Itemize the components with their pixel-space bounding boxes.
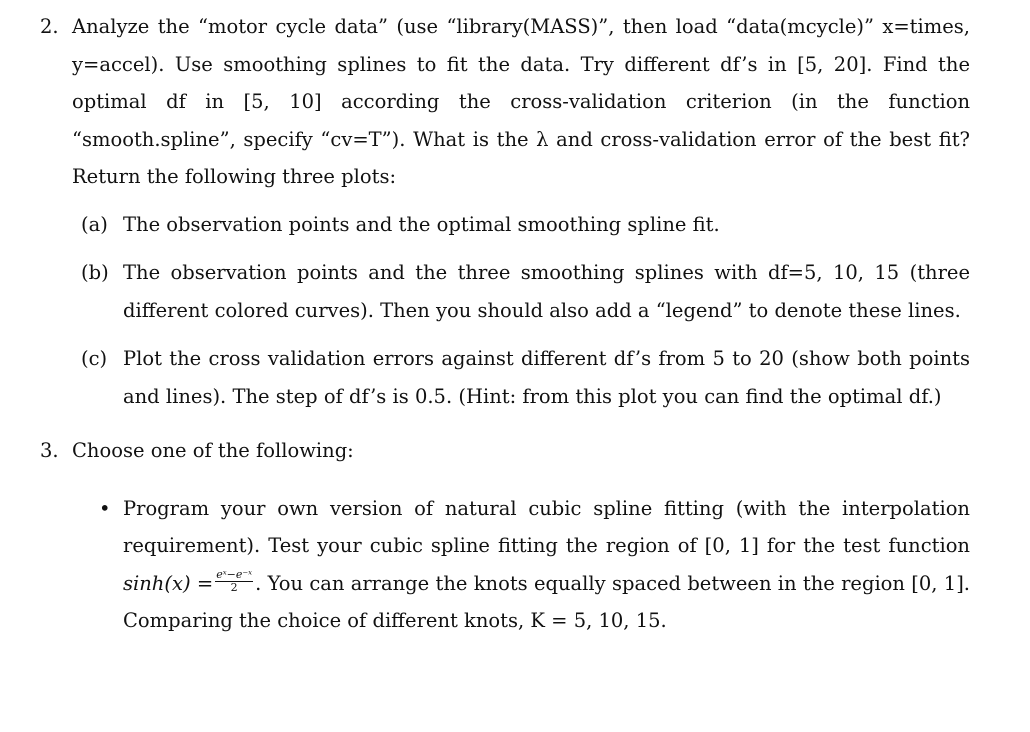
option-text-part1: Program your own version of natural cubic spline fitting (with the interpolation requirement). Test your cubic spline fitting the region of [0, 1] for the test function (123, 496, 970, 557)
problem-2 (40, 8, 970, 415)
part-c (81, 340, 970, 415)
part-c-label: (c) (81, 347, 108, 370)
formula-denominator: 2 (230, 580, 238, 594)
problem-2-parts (72, 206, 970, 416)
problem-3-number: 3. (40, 439, 59, 462)
part-c-text: Plot the cross validation errors against different df’s from 5 to 20 (show both points and lines). The step of df’s is 0.5. (Hint: from this plot you can find the optimal df.) (123, 347, 970, 408)
problem-2-number: 2. (40, 15, 59, 38)
option-natural-cubic-spline (99, 490, 970, 640)
option-text-part2: . You can arrange the knots equally spaced between in the region [0, 1]. Comparing the choice of different knots, K = 5, 10, 15. (123, 571, 970, 632)
part-b (81, 254, 970, 329)
part-b-label: (b) (81, 261, 109, 284)
part-a-label: (a) (81, 212, 108, 236)
part-a-text: The observation points and the optimal smoothing spline fit. (123, 212, 720, 236)
formula-fraction (215, 569, 253, 594)
bullet-icon: • (99, 496, 111, 520)
formula-numerator: eˣ−e⁻ˣ (216, 567, 253, 581)
part-a (81, 206, 970, 244)
part-b-text: The observation points and the three smoothing splines with df=5, 10, 15 (three different colored curves). Then you should also add a “legend” to denote these lines. (123, 261, 970, 322)
problem-3-options (72, 490, 970, 640)
formula-lhs: sinh(x) = (123, 571, 214, 595)
problem-3 (40, 432, 970, 640)
problem-2-text: Analyze the “motor cycle data” (use “library(MASS)”, then load “data(mcycle)” x=times, y=accel). Use smoothing splines to fit the data. Try different df’s in [5, 20]. Find the optimal df in [5, 10] according the cross-validation criterion (in the function “smooth.spline”, specify “cv=T”). What is the λ and cross-validation error of the best fit? Return the following three plots: (72, 15, 970, 188)
problem-3-text: Choose one of the following: (72, 439, 354, 462)
